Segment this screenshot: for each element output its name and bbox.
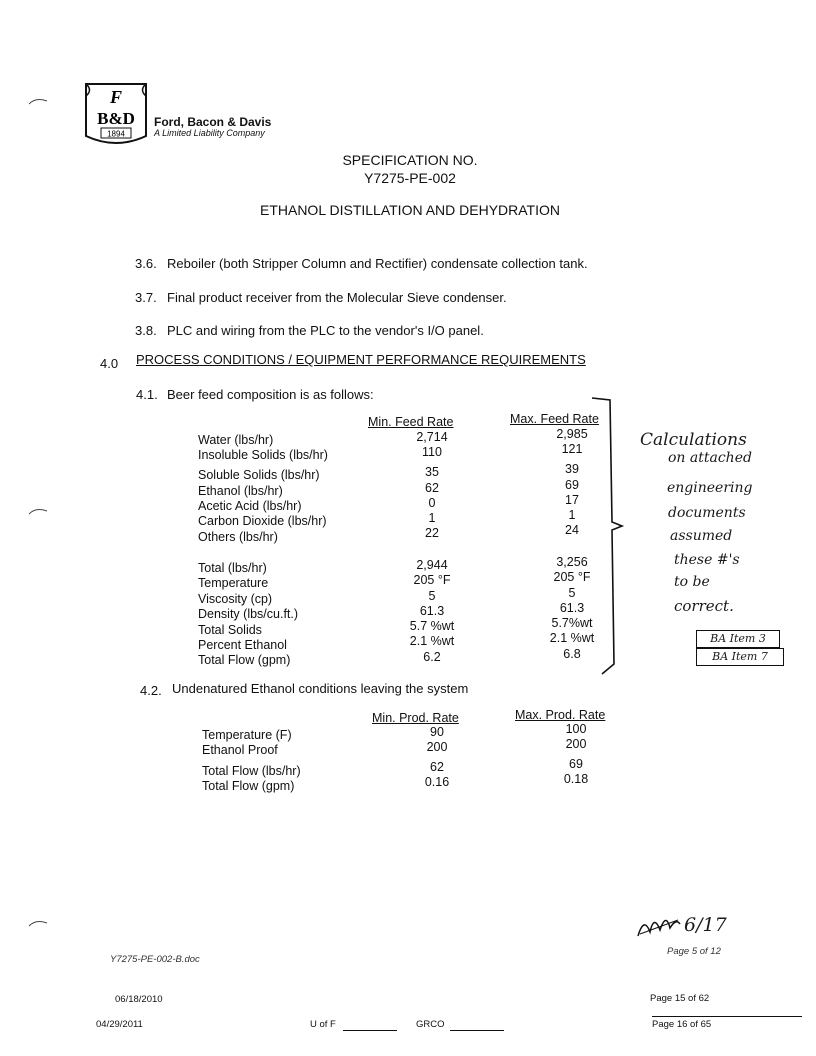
- row-min-value: 62: [430, 760, 444, 774]
- company-subtitle: A Limited Liability Company: [154, 128, 265, 138]
- row-max-value: 61.3: [559, 601, 585, 615]
- row-label: Percent Ethanol: [198, 638, 287, 652]
- row-max-value: 5.7%wt: [551, 616, 593, 630]
- item-number: 3.7.: [135, 290, 157, 305]
- item-number: 3.8.: [135, 323, 157, 338]
- row-label: Density (lbs/cu.ft.): [198, 607, 299, 621]
- margin-mark: [28, 506, 48, 516]
- row-label: Total Flow (gpm): [202, 779, 295, 793]
- row-label: Total Flow (lbs/hr): [202, 764, 301, 778]
- subsection-number: 4.1.: [136, 387, 158, 402]
- uof-signature-line: [343, 1030, 397, 1031]
- handwritten-box: BA Item 3: [696, 630, 780, 648]
- item-text: PLC and wiring from the PLC to the vendor's I/O panel.: [167, 323, 484, 338]
- subsection-intro: Beer feed composition is as follows:: [167, 387, 374, 402]
- row-label: Temperature: [198, 576, 269, 590]
- section-number: 4.0: [100, 356, 119, 371]
- row-min-value: 5.7 %wt: [409, 619, 455, 633]
- row-label: Acetic Acid (lbs/hr): [198, 499, 302, 513]
- row-min-value: 35: [425, 465, 439, 479]
- page-number: Page 16 of 65: [652, 1019, 712, 1030]
- page-number: Page 15 of 62: [650, 993, 710, 1004]
- row-label: Water (lbs/hr): [198, 433, 274, 447]
- row-min-value: 0.16: [424, 775, 450, 789]
- margin-mark: [28, 918, 48, 928]
- row-min-value: 2,714: [416, 430, 448, 444]
- row-max-value: 39: [565, 462, 579, 476]
- handwritten-bracket: [588, 392, 628, 682]
- row-max-value: 24: [565, 523, 579, 537]
- grco-signature-line: [450, 1030, 504, 1031]
- spec-label: SPECIFICATION NO.: [342, 152, 478, 168]
- column-header-max: Max. Prod. Rate: [515, 708, 606, 722]
- handwritten-note-line: correct.: [674, 597, 734, 615]
- spec-number: Y7275-PE-002: [364, 170, 456, 186]
- row-label: Total (lbs/hr): [198, 561, 267, 575]
- item-text: Final product receiver from the Molecular Sieve condenser.: [167, 290, 507, 305]
- handwritten-note-line: documents: [668, 505, 746, 521]
- handwritten-note-line: assumed: [670, 528, 733, 544]
- logo-monogram: B&D: [97, 109, 135, 128]
- row-min-value: 62: [425, 481, 439, 495]
- company-name: Ford, Bacon & Davis: [154, 115, 272, 129]
- row-min-value: 61.3: [419, 604, 445, 618]
- row-max-value: 100: [565, 722, 587, 736]
- page-title: ETHANOL DISTILLATION AND DEHYDRATION: [259, 202, 560, 218]
- company-logo: [83, 80, 149, 146]
- margin-mark: [28, 96, 48, 106]
- row-min-value: 200: [426, 740, 448, 754]
- row-max-value: 69: [565, 478, 579, 492]
- row-label: Total Flow (gpm): [198, 653, 291, 667]
- row-max-value: 2,985: [556, 427, 588, 441]
- row-label: Viscosity (cp): [198, 592, 273, 606]
- row-min-value: 90: [430, 725, 444, 739]
- row-label: Carbon Dioxide (lbs/hr): [198, 514, 327, 528]
- row-max-value: 205 °F: [553, 570, 591, 584]
- section-title: PROCESS CONDITIONS / EQUIPMENT PERFORMANCE REQUIREMENTS: [136, 352, 586, 367]
- row-min-value: 2,944: [416, 558, 448, 572]
- item-number: 3.6.: [135, 256, 157, 271]
- row-label: Insoluble Solids (lbs/hr): [198, 448, 328, 462]
- row-min-value: 2.1 %wt: [409, 634, 455, 648]
- footer-date: 06/18/2010: [115, 994, 163, 1005]
- handwritten-box: BA Item 7: [696, 648, 784, 666]
- column-header-max: Max. Feed Rate: [510, 412, 599, 426]
- page-number-inner: Page 5 of 12: [667, 946, 721, 957]
- subsection-number: 4.2.: [140, 683, 162, 698]
- uof-label: U of F: [310, 1019, 336, 1030]
- row-max-value: 200: [565, 737, 587, 751]
- column-header-min: Min. Feed Rate: [368, 415, 454, 429]
- row-max-value: 1: [568, 508, 576, 522]
- signature-date: 6/17: [684, 914, 727, 936]
- row-max-value: 6.8: [563, 647, 581, 661]
- column-header-min: Min. Prod. Rate: [372, 711, 459, 725]
- row-max-value: 2.1 %wt: [549, 631, 595, 645]
- footer-date: 04/29/2011: [96, 1019, 143, 1030]
- row-max-value: 17: [565, 493, 579, 507]
- row-max-value: 3,256: [556, 555, 588, 569]
- row-min-value: 205 °F: [413, 573, 451, 587]
- row-max-value: 121: [561, 442, 583, 456]
- row-label: Temperature (F): [202, 728, 292, 742]
- handwritten-note-line: engineering: [667, 480, 753, 496]
- row-min-value: 5: [428, 589, 436, 603]
- row-max-value: 69: [569, 757, 583, 771]
- row-min-value: 1: [428, 511, 436, 525]
- row-max-value: 0.18: [563, 772, 589, 786]
- handwritten-note-line: Calculations: [640, 430, 747, 450]
- row-min-value: 0: [428, 496, 436, 510]
- row-min-value: 22: [425, 526, 439, 540]
- row-label: Ethanol Proof: [202, 743, 278, 757]
- row-label: Ethanol (lbs/hr): [198, 484, 283, 498]
- row-label: Total Solids: [198, 623, 262, 637]
- logo-year: 1894: [107, 129, 125, 139]
- handwritten-note-line: these #'s: [674, 552, 740, 568]
- row-label: Soluble Solids (lbs/hr): [198, 468, 320, 482]
- logo-monogram-top: F: [109, 87, 123, 107]
- handwritten-note-line: to be: [674, 574, 710, 590]
- subsection-intro: Undenatured Ethanol conditions leaving the system: [172, 681, 469, 696]
- row-label: Others (lbs/hr): [198, 530, 278, 544]
- row-max-value: 5: [568, 586, 576, 600]
- item-text: Reboiler (both Stripper Column and Rectifier) condensate collection tank.: [167, 256, 588, 271]
- handwritten-note-line: on attached: [668, 450, 752, 466]
- signature-scribble: [636, 910, 682, 940]
- grco-label: GRCO: [416, 1019, 445, 1030]
- row-min-value: 6.2: [423, 650, 441, 664]
- footer-rule: [652, 1016, 802, 1017]
- row-min-value: 110: [422, 445, 442, 459]
- document-filename: Y7275-PE-002-B.doc: [110, 954, 200, 965]
